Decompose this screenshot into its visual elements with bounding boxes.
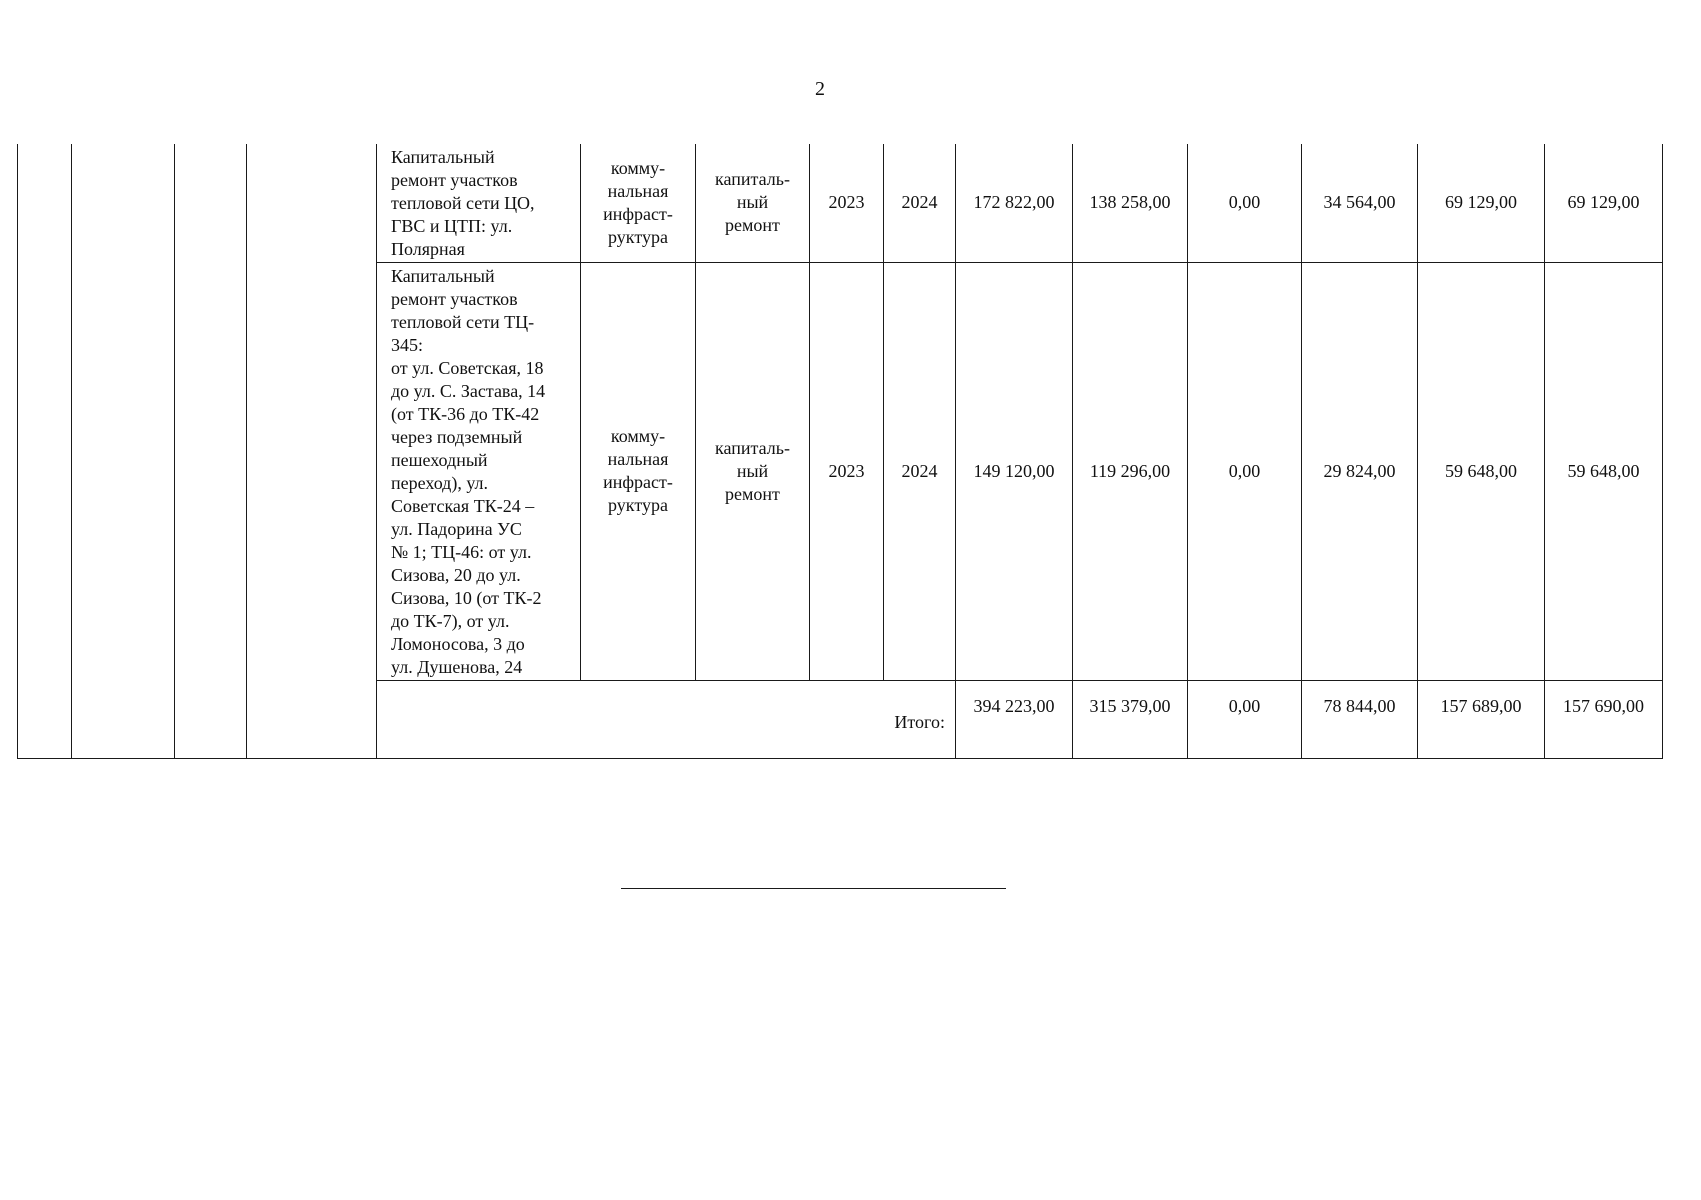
- total-amount-5: 157 689,00: [1418, 680, 1545, 758]
- sector-line: комму-: [610, 426, 666, 446]
- sector-line: инфраст-: [603, 203, 673, 224]
- empty-cell-col4: [247, 144, 377, 758]
- description-line: до ул. С. Застава, 14: [391, 380, 546, 401]
- total-amount-2: 315 379,00: [1073, 680, 1188, 758]
- empty-cell-col3: [175, 144, 247, 758]
- sector-line: комму-: [610, 157, 666, 178]
- page-number: 2: [815, 78, 825, 100]
- amount-total-cell: 172 822,00: [956, 144, 1073, 262]
- description-line: тепловой сети ТЦ-: [391, 311, 535, 332]
- year-end-cell: 2024: [884, 262, 956, 680]
- description-line: ул. Падорина УС: [391, 518, 522, 539]
- total-amount-1: 394 223,00: [956, 680, 1073, 758]
- total-amount-4: 78 844,00: [1302, 680, 1418, 758]
- description-line: через подземный: [391, 426, 523, 447]
- sector-line: нальная: [607, 180, 669, 201]
- total-label: Итого:: [377, 680, 956, 758]
- description-line: 345:: [391, 334, 424, 355]
- empty-cell-col1: [18, 144, 72, 758]
- table-row: [18, 144, 1663, 262]
- description-line: ГВС и ЦТП: ул.: [391, 216, 513, 236]
- description-line: Капитальный: [391, 147, 495, 167]
- description-line: Ломоносова, 3 до: [391, 633, 525, 654]
- sector-line: руктура: [608, 226, 668, 247]
- amount-cell-2: 138 258,00: [1073, 144, 1188, 262]
- description-line: ул. Душенова, 24: [391, 656, 523, 677]
- work-type-line: ремонт: [725, 483, 780, 504]
- work-description: [377, 144, 581, 262]
- description-line: тепловой сети ЦО,: [391, 193, 535, 213]
- empty-cell-col2: [72, 144, 175, 758]
- amount-cell-6: 59 648,00: [1545, 262, 1663, 680]
- description-line: до ТК-7), от ул.: [391, 610, 510, 631]
- description-line: ремонт участков: [391, 288, 518, 309]
- amount-cell-2: 119 296,00: [1073, 262, 1188, 680]
- description-line: Сизова, 20 до ул.: [391, 564, 521, 585]
- budget-table: [17, 144, 1663, 759]
- description-line: Советская ТК-24 –: [391, 495, 535, 516]
- total-amount-6: 157 690,00: [1545, 680, 1663, 758]
- sector-cell: [581, 262, 696, 680]
- sector-line: инфраст-: [603, 472, 673, 492]
- description-line: Капитальный: [391, 265, 495, 286]
- work-type-cell: [696, 262, 810, 680]
- amount-cell-6: 69 129,00: [1545, 144, 1663, 262]
- year-start-cell: 2023: [810, 262, 884, 680]
- work-type-line: капиталь-: [715, 169, 790, 190]
- work-type-line: ремонт: [725, 215, 780, 236]
- amount-cell-3: 0,00: [1188, 144, 1302, 262]
- sector-line: нальная: [607, 449, 669, 469]
- description-line: ремонт участков: [391, 170, 518, 190]
- year-end-cell: 2024: [884, 144, 956, 262]
- description-line: Сизова, 10 (от ТК-2: [391, 587, 542, 608]
- end-of-document-rule: [621, 888, 1006, 889]
- work-type-line: ный: [736, 192, 769, 213]
- description-line: (от ТК-36 до ТК-42: [391, 403, 540, 424]
- sector-line: руктура: [608, 495, 668, 515]
- year-start-cell: 2023: [810, 144, 884, 262]
- amount-cell-4: 29 824,00: [1302, 262, 1418, 680]
- sector-cell: [581, 144, 696, 262]
- description-line: Полярная: [391, 239, 465, 259]
- work-description: [377, 262, 581, 680]
- amount-cell-3: 0,00: [1188, 262, 1302, 680]
- amount-cell-5: 69 129,00: [1418, 144, 1545, 262]
- description-line: переход), ул.: [391, 472, 489, 493]
- amount-total-cell: 149 120,00: [956, 262, 1073, 680]
- amount-cell-5: 59 648,00: [1418, 262, 1545, 680]
- amount-cell-4: 34 564,00: [1302, 144, 1418, 262]
- description-line: пешеходный: [391, 449, 488, 470]
- description-line: № 1; ТЦ-46: от ул.: [391, 541, 532, 562]
- description-line: от ул. Советская, 18: [391, 357, 544, 378]
- work-type-cell: [696, 144, 810, 262]
- total-amount-3: 0,00: [1188, 680, 1302, 758]
- work-type-line: ный: [736, 460, 769, 481]
- work-type-line: капиталь-: [715, 437, 790, 458]
